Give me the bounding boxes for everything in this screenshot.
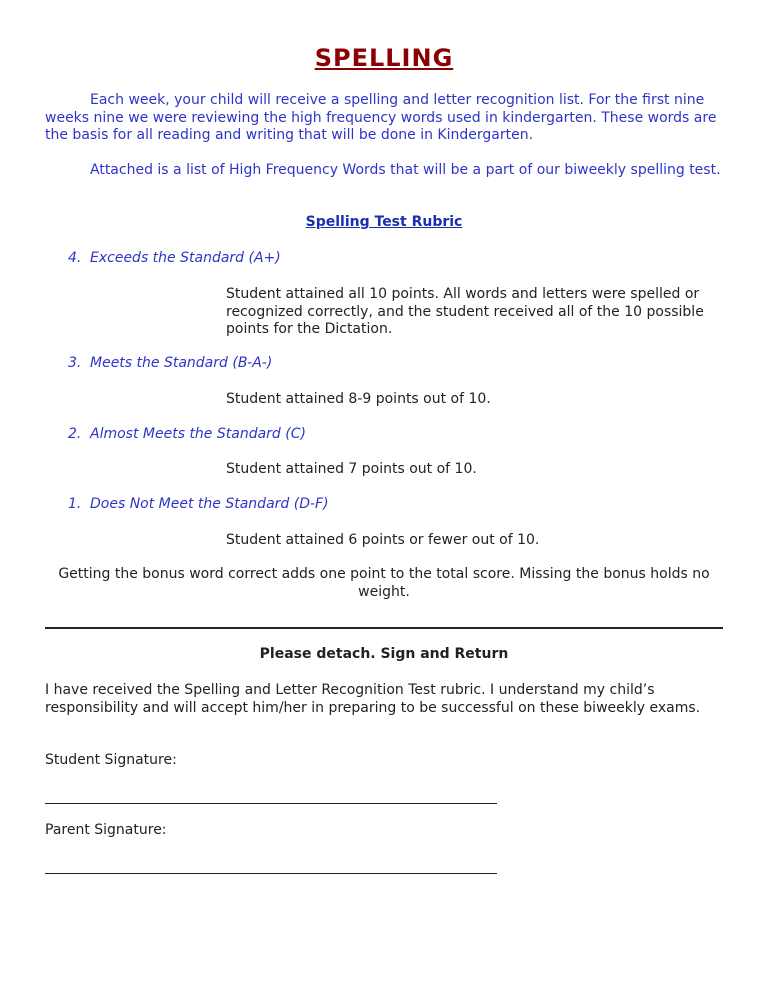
rubric-level-label: Almost Meets the Standard (C) xyxy=(90,426,306,442)
rubric-level-number: 3. xyxy=(68,355,82,371)
student-signature-line[interactable] xyxy=(45,803,497,804)
rubric-level-label: Exceeds the Standard (A+) xyxy=(90,250,281,266)
rubric-heading: Spelling Test Rubric xyxy=(305,214,463,230)
student-signature-label: Student Signature: xyxy=(45,752,177,768)
rubric-level-2-description: Student attained 7 points out of 10. xyxy=(226,461,477,477)
rubric-level-number: 2. xyxy=(68,426,82,442)
rubric-level-3 xyxy=(68,355,272,371)
rubric-level-1 xyxy=(68,496,329,512)
acknowledgement-statement: I have received the Spelling and Letter Recognition Test rubric. I understand my child’s responsibility and will accept him/her in preparing to be successful on these biweekly exams. xyxy=(45,682,701,716)
bonus-note: Getting the bonus word correct adds one point to the total score. Missing the bonus holds no weight. xyxy=(58,566,710,600)
intro-paragraph-2: Attached is a list of High Frequency Words that will be a part of our biweekly spelling test. xyxy=(90,162,721,178)
rubric-level-1-description: Student attained 6 points or fewer out of 10. xyxy=(226,532,540,548)
parent-signature-line[interactable] xyxy=(45,873,497,874)
parent-signature-label: Parent Signature: xyxy=(45,822,167,838)
rubric-level-4 xyxy=(68,250,281,266)
rubric-level-label: Meets the Standard (B-A-) xyxy=(90,355,273,371)
rubric-level-number: 1. xyxy=(68,496,82,512)
rubric-level-4-description: Student attained all 10 points. All words and letters were spelled or recognized correctly, and the student received all of the 10 possible points for the Dictation. xyxy=(226,286,704,337)
rubric-level-label: Does Not Meet the Standard (D-F) xyxy=(90,496,329,512)
intro-paragraph-1: Each week, your child will receive a spelling and letter recognition list. For the first nine weeks nine we were reviewing the high frequency words used in kindergarten. These words are the basis for all reading and writing that will be done in Kindergarten. xyxy=(45,92,717,143)
page-title: SPELLING xyxy=(314,44,454,72)
detach-divider xyxy=(45,627,723,629)
rubric-level-number: 4. xyxy=(68,250,82,266)
rubric-level-2 xyxy=(68,426,306,442)
return-slip-heading: Please detach. Sign and Return xyxy=(259,646,509,662)
rubric-level-3-description: Student attained 8-9 points out of 10. xyxy=(226,391,491,407)
